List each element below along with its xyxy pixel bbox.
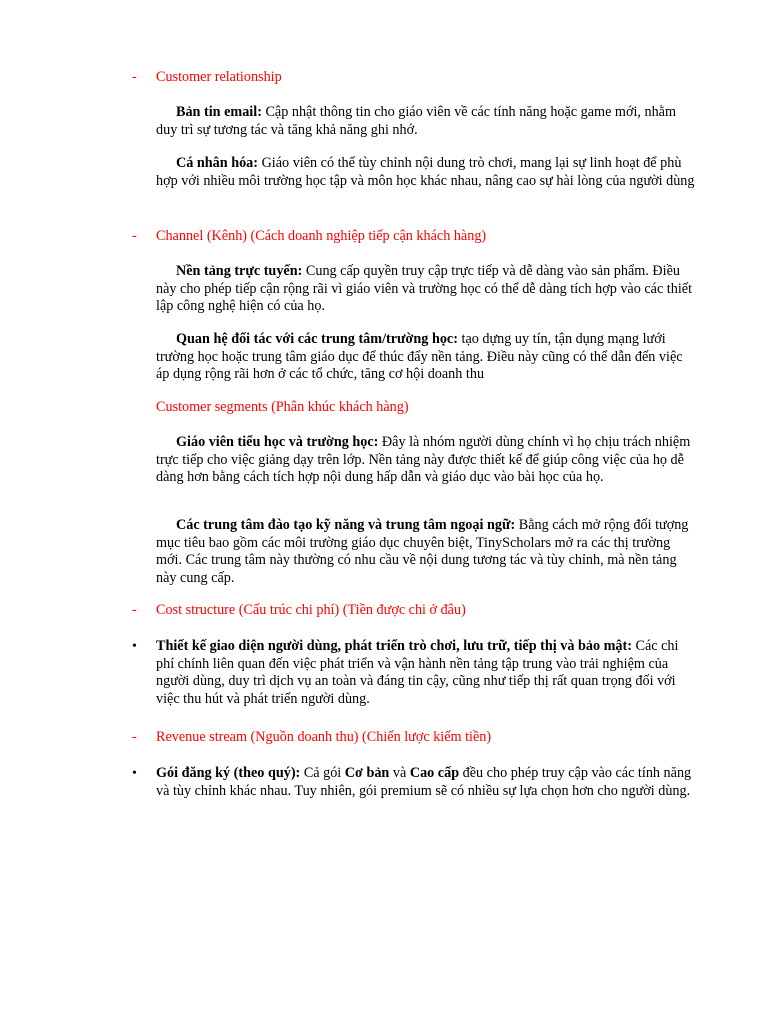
paragraph-text: Các chi phí chính liên quan đến việc phát triển và vận hành nền tảng tập trung vào trải nghiệm của người dùng, duy trì dịch vụ an toàn và đáng tin cậy, cũng như tiếp thị rất quan trọng đối với việc thu hút và phát triển người dùng. <box>156 638 679 707</box>
dash-marker: - <box>132 69 137 85</box>
paragraph-text: Đây là nhóm người dùng chính vì họ chịu trách nhiệm trực tiếp cho việc giảng dạy trên lớp. Nền tảng này được thiết kế để giúp công việc của họ dễ dàng hơn bằng cách tích hợp nội dung hấp dẫn và giáo dục vào bài học của họ. <box>156 434 691 485</box>
bullet-marker: • <box>132 639 137 654</box>
paragraph-text: và <box>389 765 410 781</box>
paragraph-text: Cung cấp quyền truy cập trực tiếp và dễ dàng vào sản phẩm. Điều này cho phép tiếp cận rộng rãi vì giáo viên và trường học có thể dễ dàng tích hợp vào các thiết lập công nghệ hiện có của họ. <box>156 263 693 314</box>
heading-revenue-stream: Revenue stream (Nguồn doanh thu) (Chiến lược kiếm tiền) <box>156 729 492 745</box>
bold-term: Thiết kế giao diện người dùng, phát triển trò chơi, lưu trữ, tiếp thị và bảo mật: <box>156 638 632 654</box>
paragraph <box>156 104 696 139</box>
bold-term: Nền tảng trực tuyến: <box>176 263 303 279</box>
heading-channel: Channel (Kênh) (Cách doanh nghiệp tiếp cận khách hàng) <box>156 228 487 244</box>
paragraph <box>156 331 696 384</box>
paragraph <box>156 263 696 316</box>
heading-cost-structure: Cost structure (Cấu trúc chi phí) (Tiền được chi ở đâu) <box>156 602 466 618</box>
paragraph <box>156 517 696 587</box>
heading-customer-segments: Customer segments (Phân khúc khách hàng) <box>156 399 409 415</box>
paragraph <box>156 155 696 190</box>
bold-term: Giáo viên tiểu học và trường học: <box>176 434 379 450</box>
paragraph-text: Cập nhật thông tin cho giáo viên về các tính năng hoặc game mới, nhằm duy trì sự tương tác và tăng khả năng ghi nhớ. <box>156 104 677 138</box>
dash-marker: - <box>132 602 137 618</box>
bold-term: Cao cấp <box>409 765 460 781</box>
paragraph <box>156 434 696 487</box>
heading-customer-relationship: Customer relationship <box>156 69 282 85</box>
bold-term: Cơ bản <box>344 765 390 781</box>
bold-term: Quan hệ đối tác với các trung tâm/trường học: <box>176 331 458 347</box>
paragraph-text: Cả gói <box>300 765 345 781</box>
paragraph-text: tạo dựng uy tín, tận dụng mạng lưới trường học hoặc trung tâm giáo dục để thúc đẩy nền tảng. Điều này cũng có thể dẫn đến việc áp dụng rộng rãi hơn ở các tổ chức, tăng cơ hội doanh thu <box>156 331 683 382</box>
dash-marker: - <box>132 228 137 244</box>
bullet-marker: • <box>132 766 137 781</box>
paragraph-text: Giáo viên có thể tùy chỉnh nội dung trò chơi, mang lại sự linh hoạt để phù hợp với nhiều môi trường học tập và môn học khác nhau, nâng cao sự hài lòng của người dùng <box>156 155 695 189</box>
paragraph-text: Bằng cách mở rộng đối tượng mục tiêu bao gồm các môi trường giáo dục chuyên biệt, TinyScholars mở ra các thị trường mới. Các trung tâm này thường có nhu cầu về nội dung tương tác và tùy chỉnh, mà nền tảng này cung cấp. <box>156 517 689 586</box>
bullet-paragraph <box>156 765 696 800</box>
bold-term: Gói đăng ký (theo quý): <box>156 765 301 781</box>
paragraph-text: đều cho phép truy cập vào các tính năng và tùy chỉnh khác nhau. Tuy nhiên, gói premium sẽ có nhiều sự lựa chọn hơn cho người dùng. <box>156 765 692 799</box>
dash-marker: - <box>132 729 137 745</box>
bullet-paragraph <box>156 638 696 708</box>
bold-term: Cá nhân hóa: <box>176 155 259 171</box>
bold-term: Bản tin email: <box>176 104 262 120</box>
bold-term: Các trung tâm đào tạo kỹ năng và trung tâm ngoại ngữ: <box>176 517 516 533</box>
